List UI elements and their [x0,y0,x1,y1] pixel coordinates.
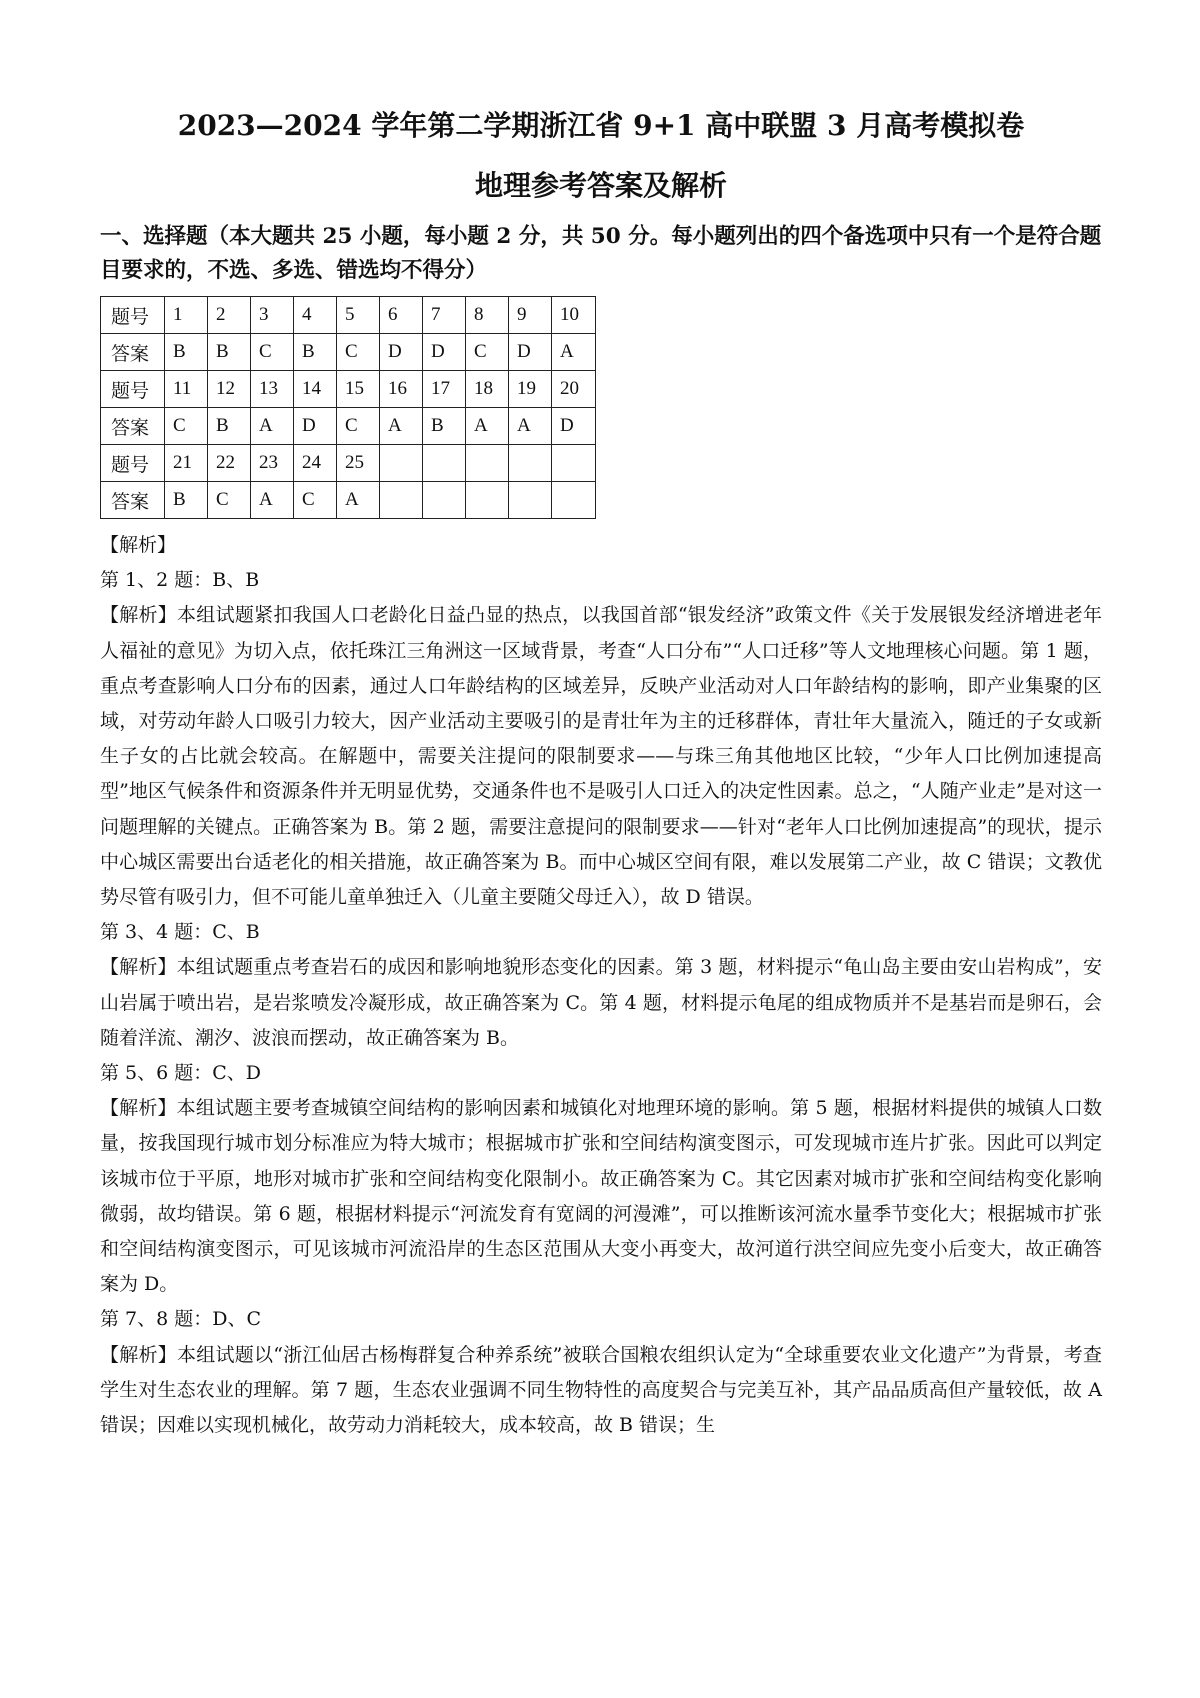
table-cell: 6 [380,297,423,334]
table-cell: B [165,482,208,519]
table-cell: 14 [294,371,337,408]
table-cell [423,482,466,519]
table-cell: C [294,482,337,519]
table-cell: A [466,408,509,445]
table-cell: 18 [466,371,509,408]
analysis-section [100,528,1102,1443]
table-cell: D [380,334,423,371]
row-label: 题号 [101,297,165,334]
table-cell [552,445,596,482]
table-cell [466,482,509,519]
table-cell: B [165,334,208,371]
table-cell: 12 [208,371,251,408]
table-cell: 20 [552,371,596,408]
table-cell [380,482,423,519]
table-cell [552,482,596,519]
table-row [101,445,596,482]
table-cell: 3 [251,297,294,334]
section-heading: 一、选择题（本大题共 25 小题，每小题 2 分，共 50 分。每小题列出的四个备选项中只有一个是符合题目要求的，不选、多选、错选均不得分） [100,224,1102,283]
table-cell: A [251,408,294,445]
table-cell: 23 [251,445,294,482]
document-subtitle: 地理参考答案及解析 [474,169,727,202]
table-cell: 11 [165,371,208,408]
question-group-explanation: 【解析】本组试题以“浙江仙居古杨梅群复合种养系统”被联合国粮农组织认定为“全球重要农业文化遗产”为背景，考查学生对生态农业的理解。第 7 题，生态农业强调不同生物特性的高度契合与完美互补，其产品品质高但产量较低，故 A 错误；因难以实现机械化，故劳动力消耗较大，成本较高，故 B 错误；生 [100,1343,1102,1437]
table-cell: A [251,482,294,519]
question-group-explanation: 【解析】本组试题主要考查城镇空间结构的影响因素和城镇化对地理环境的影响。第 5 题，根据材料提供的城镇人口数量，按我国现行城市划分标准应为特大城市；根据城市扩张和空间结构演变图示，可发现城市连片扩张。因此可以判定该城市位于平原，地形对城市扩张和空间结构变化限制小。故正确答案为 C。其它因素对城市扩张和空间结构变化影响微弱，故均错误。第 6 题，根据材料提示“河流发育有宽阔的河漫滩”，可以推断该河流水量季节变化大；根据城市扩张和空间结构演变图示，可见该城市河流沿岸的生态区范围从大变小再变大，故河道行洪空间应先变小后变大，故正确答案为 D。 [100,1097,1102,1296]
table-cell: 16 [380,371,423,408]
table-cell: 9 [509,297,552,334]
table-cell: C [208,482,251,519]
question-group-title: 第 3、4 题：C、B [100,921,260,944]
table-cell [380,445,423,482]
table-cell: 4 [294,297,337,334]
table-cell: C [337,408,380,445]
table-cell: 21 [165,445,208,482]
table-row [101,371,596,408]
table-cell: 5 [337,297,380,334]
table-cell: 24 [294,445,337,482]
question-group-title: 第 5、6 题：C、D [100,1062,262,1085]
table-cell: D [294,408,337,445]
table-cell: 13 [251,371,294,408]
question-group-title: 第 7、8 题：D、C [100,1308,262,1331]
question-group-title: 第 1、2 题：B、B [100,569,260,592]
table-cell [466,445,509,482]
table-cell: C [165,408,208,445]
table-cell: B [423,408,466,445]
table-cell: 15 [337,371,380,408]
table-cell: D [509,334,552,371]
table-row [101,482,596,519]
table-cell: D [552,408,596,445]
table-cell: B [208,408,251,445]
row-label: 答案 [101,408,165,445]
row-label: 题号 [101,371,165,408]
table-cell: A [509,408,552,445]
table-cell [423,445,466,482]
row-label: 答案 [101,482,165,519]
table-cell: C [337,334,380,371]
table-cell: A [337,482,380,519]
table-cell: 7 [423,297,466,334]
table-cell: 2 [208,297,251,334]
answer-table [100,296,596,519]
table-cell [509,482,552,519]
table-row [101,408,596,445]
row-label: 题号 [101,445,165,482]
table-cell: 22 [208,445,251,482]
table-cell: B [208,334,251,371]
table-cell: 8 [466,297,509,334]
table-cell: D [423,334,466,371]
table-cell: 25 [337,445,380,482]
question-group-explanation: 【解析】本组试题紧扣我国人口老龄化日益凸显的热点，以我国首部“银发经济”政策文件《关于发展银发经济增进老年人福祉的意见》为切入点，依托珠江三角洲这一区域背景，考查“人口分布”“人口迁移”等人文地理核心问题。第 1 题，重点考查影响人口分布的因素，通过人口年龄结构的区域差异，反映产业活动对人口年龄结构的影响，即产业集聚的区域，对劳动年龄人口吸引力较大，因产业活动主要吸引的是青壮年为主的迁移群体，青壮年大量流入，随迁的子女或新生子女的占比就会较高。在解题中，需要关注提问的限制要求——与珠三角其他地区比较，“少年人口比例加速提高型”地区气候条件和资源条件并无明显优势，交通条件也不是吸引人口迁入的决定性因素。总之，“人随产业走”是对这一问题理解的关键点。正确答案为 B。第 2 题，需要注意提问的限制要求——针对“老年人口比例加速提高”的现状，提示中心城区需要出台适老化的相关措施，故正确答案为 B。而中心城区空间有限，难以发展第二产业，故 C 错误；文教优势尽管有吸引力，但不可能儿童单独迁入（儿童主要随父母迁入），故 D 错误。 [100,604,1102,909]
table-row [101,334,596,371]
table-cell [509,445,552,482]
table-cell: 19 [509,371,552,408]
table-cell: 1 [165,297,208,334]
row-label: 答案 [101,334,165,371]
table-cell: C [466,334,509,371]
table-cell: 10 [552,297,596,334]
analysis-heading: 【解析】 [100,534,177,556]
table-cell: B [294,334,337,371]
table-row [101,297,596,334]
table-cell: C [251,334,294,371]
question-group-explanation: 【解析】本组试题重点考查岩石的成因和影响地貌形态变化的因素。第 3 题，材料提示“龟山岛主要由安山岩构成”，安山岩属于喷出岩，是岩浆喷发冷凝形成，故正确答案为 C。第 4 题，材料提示龟尾的组成物质并不是基岩而是卵石，会随着洋流、潮汐、波浪而摆动，故正确答案为 B。 [100,956,1102,1049]
document-title: 2023—2024 学年第二学期浙江省 9+1 高中联盟 3 月高考模拟卷 [177,109,1025,142]
table-cell: A [380,408,423,445]
table-cell: A [552,334,596,371]
table-cell: 17 [423,371,466,408]
